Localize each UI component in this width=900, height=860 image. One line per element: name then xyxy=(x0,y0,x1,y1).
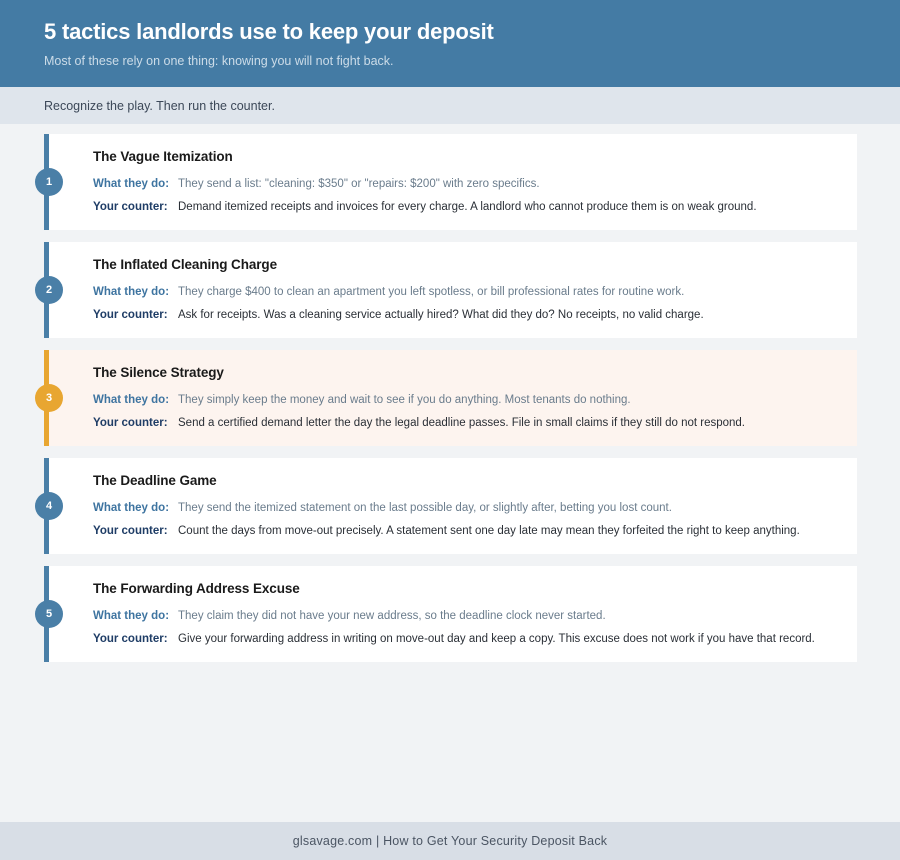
tactic-card xyxy=(44,242,857,338)
tactics-list xyxy=(0,124,900,822)
your-counter-row xyxy=(93,523,839,540)
what-they-do-text: They simply keep the money and wait to see if you do anything. Most tenants do nothing. xyxy=(178,394,631,406)
your-counter-label: Your counter: xyxy=(93,417,168,429)
tactic-title: The Vague Itemization xyxy=(93,149,233,164)
your-counter-label: Your counter: xyxy=(93,201,168,213)
tactic-card xyxy=(44,566,857,662)
your-counter-row xyxy=(93,199,839,216)
what-they-do-label: What they do: xyxy=(93,610,170,622)
your-counter-row xyxy=(93,415,839,432)
intro-band xyxy=(0,87,900,124)
page-title: 5 tactics landlords use to keep your deposit xyxy=(44,19,494,44)
what-they-do-row xyxy=(93,284,839,301)
your-counter-label: Your counter: xyxy=(93,525,168,537)
your-counter-label: Your counter: xyxy=(93,633,168,645)
tactic-number-badge: 4 xyxy=(35,492,63,520)
tactic-number-badge: 5 xyxy=(35,600,63,628)
tactic-title: The Silence Strategy xyxy=(93,365,224,380)
intro-text: Recognize the play. Then run the counter. xyxy=(44,98,275,113)
what-they-do-label: What they do: xyxy=(93,394,170,406)
page-footer xyxy=(0,822,900,860)
footer-attribution: glsavage.com | How to Get Your Security Deposit Back xyxy=(292,834,608,848)
what-they-do-row xyxy=(93,608,839,625)
tactic-title: The Inflated Cleaning Charge xyxy=(93,257,277,272)
page-header xyxy=(0,0,900,87)
what-they-do-text: They charge $400 to clean an apartment you left spotless, or bill professional rates for routine work. xyxy=(178,286,685,298)
your-counter-row xyxy=(93,307,839,324)
what-they-do-row xyxy=(93,176,839,193)
what-they-do-row xyxy=(93,500,839,517)
what-they-do-text: They send a list: "cleaning: $350" or "repairs: $200" with zero specifics. xyxy=(178,178,540,190)
tactic-title: The Deadline Game xyxy=(93,473,217,488)
what-they-do-label: What they do: xyxy=(93,502,170,514)
your-counter-row xyxy=(93,631,839,648)
tactic-card xyxy=(44,458,857,554)
tactic-number-badge: 2 xyxy=(35,276,63,304)
your-counter-text: Count the days from move-out precisely. A statement sent one day late may mean they forfeited the right to keep anything. xyxy=(178,525,800,537)
page-subtitle: Most of these rely on one thing: knowing you will not fight back. xyxy=(44,54,394,68)
your-counter-text: Send a certified demand letter the day the legal deadline passes. File in small claims if they still do not respond. xyxy=(178,417,746,429)
your-counter-label: Your counter: xyxy=(93,309,168,321)
what-they-do-text: They send the itemized statement on the last possible day, or slightly after, betting you lost count. xyxy=(178,502,672,514)
what-they-do-label: What they do: xyxy=(93,286,170,298)
tactic-card-highlighted xyxy=(44,350,857,446)
tactic-title: The Forwarding Address Excuse xyxy=(93,581,300,596)
tactic-number-badge: 3 xyxy=(35,384,63,412)
your-counter-text: Ask for receipts. Was a cleaning service actually hired? What did they do? No receipts, no valid charge. xyxy=(178,309,704,321)
your-counter-text: Give your forwarding address in writing on move-out day and keep a copy. This excuse does not work if you have that record. xyxy=(178,633,815,645)
tactic-card xyxy=(44,134,857,230)
what-they-do-text: They claim they did not have your new address, so the deadline clock never started. xyxy=(178,610,606,622)
what-they-do-row xyxy=(93,392,839,409)
tactic-number-badge: 1 xyxy=(35,168,63,196)
what-they-do-label: What they do: xyxy=(93,178,170,190)
your-counter-text: Demand itemized receipts and invoices for every charge. A landlord who cannot produce them is on weak ground. xyxy=(178,201,757,213)
